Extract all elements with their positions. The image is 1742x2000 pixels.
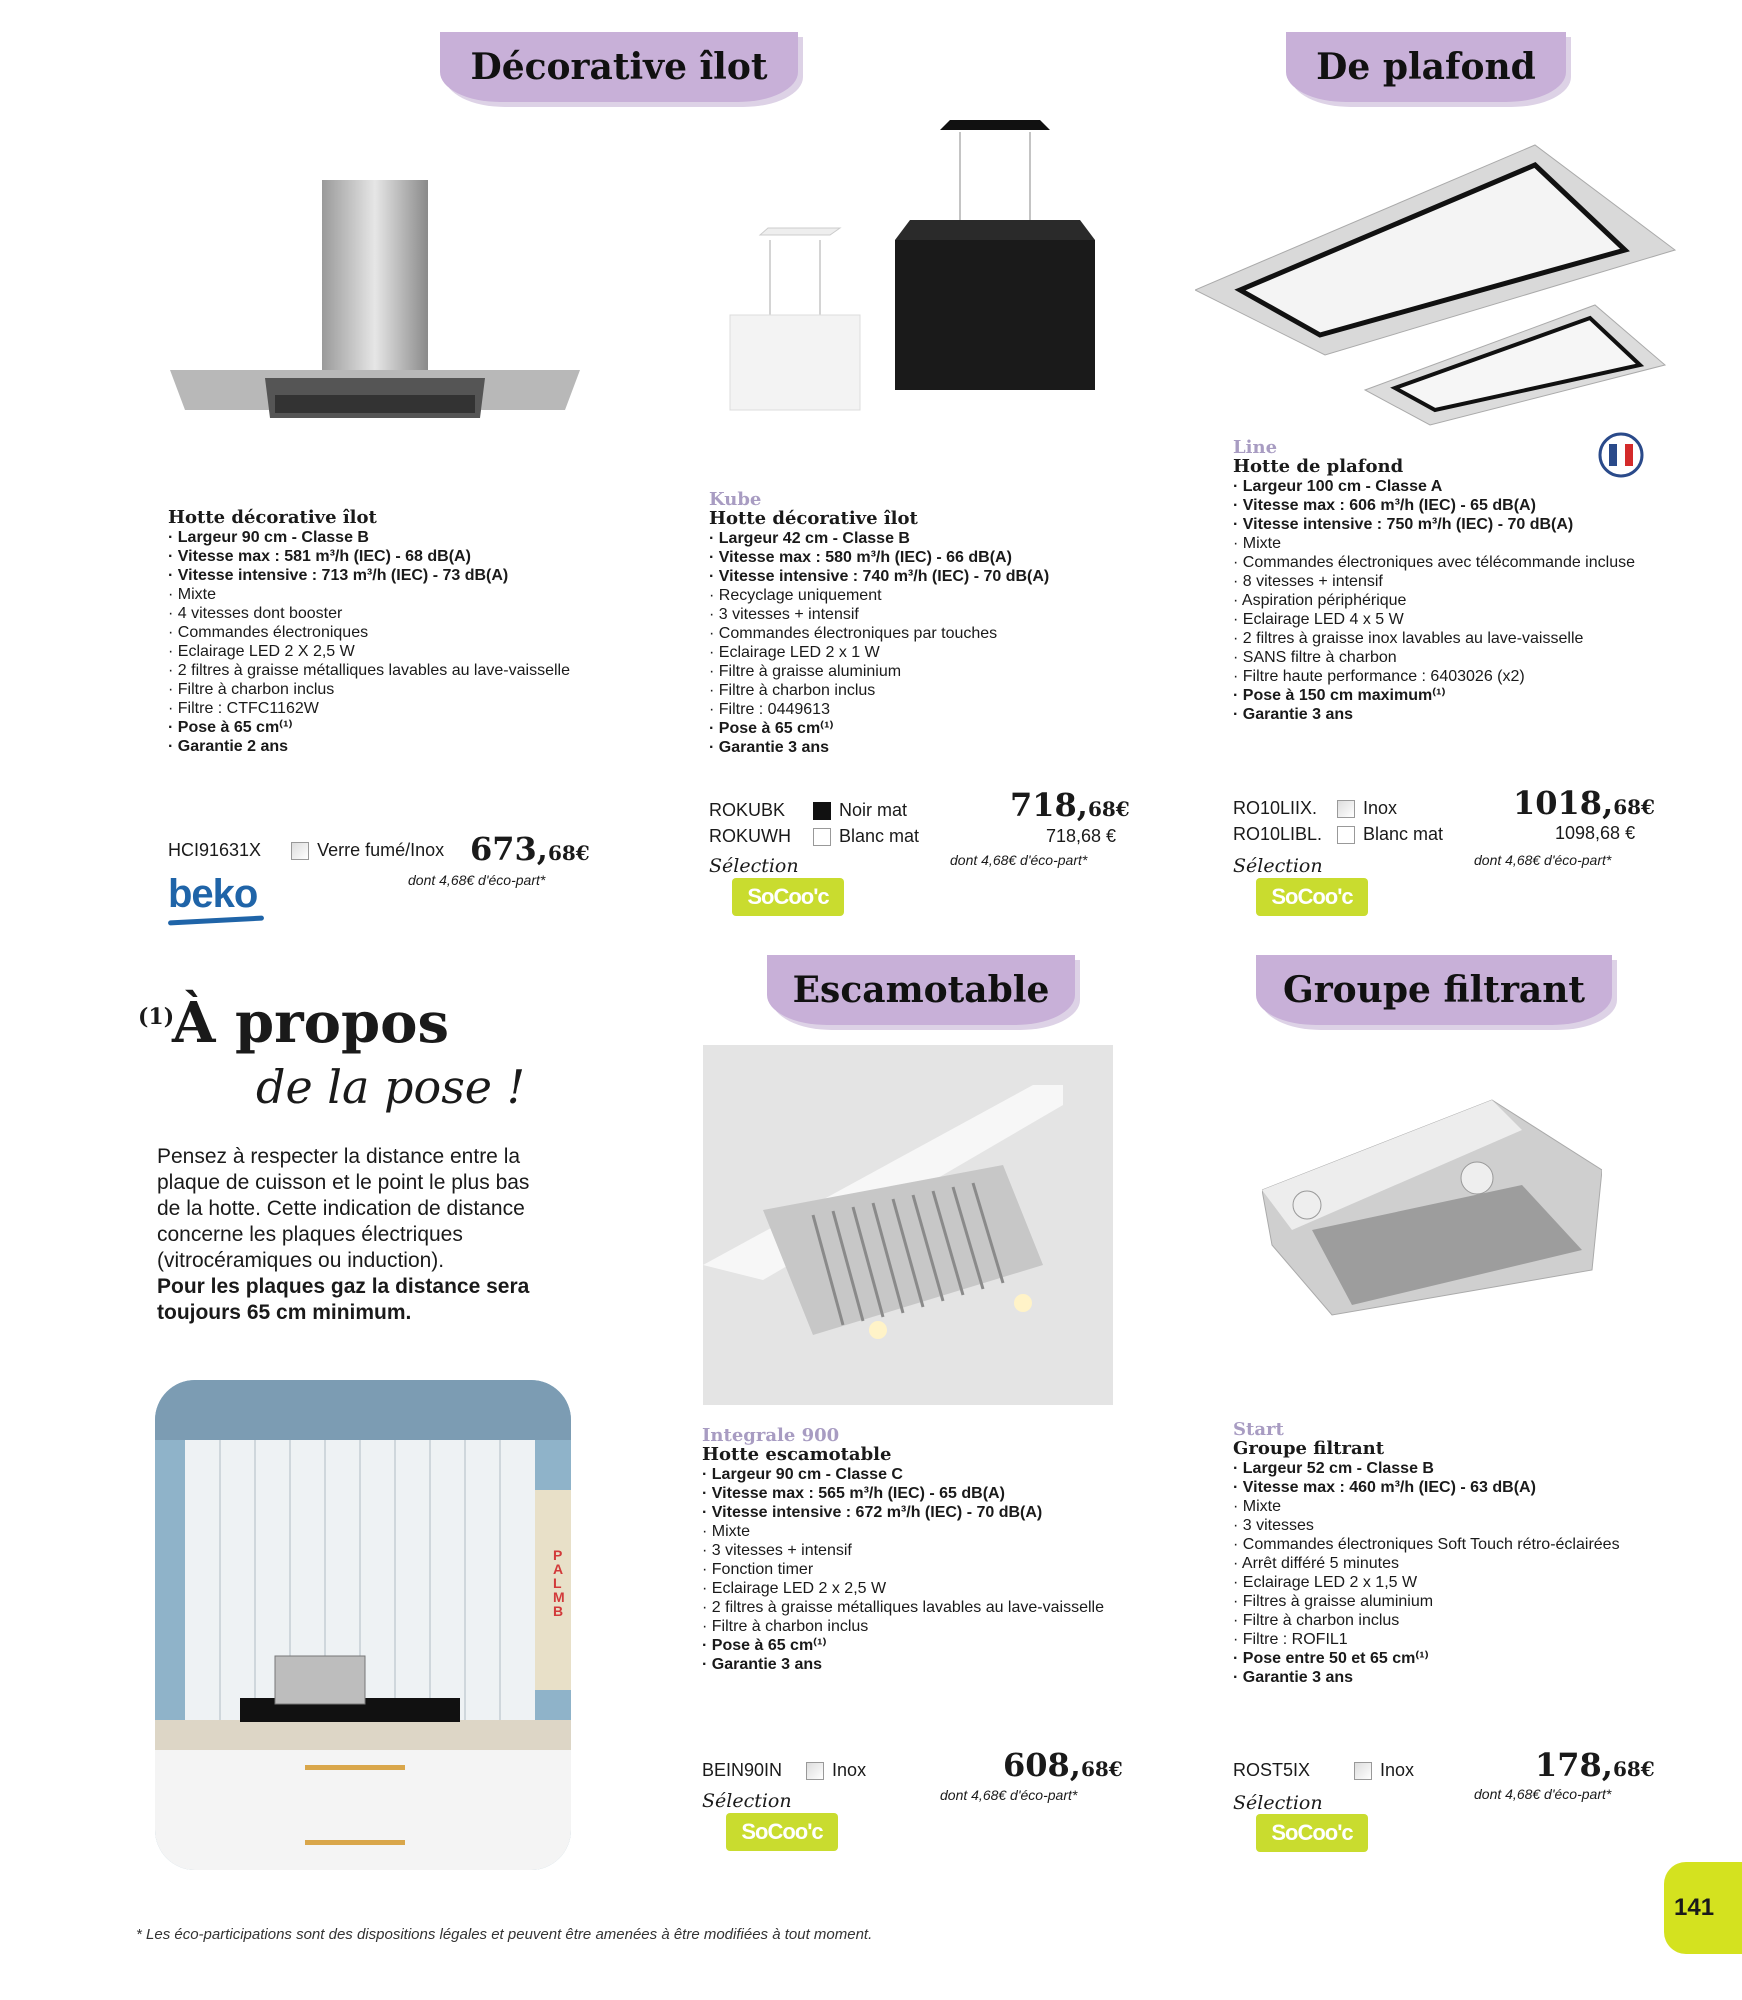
category-tab-plafond: De plafond bbox=[1286, 32, 1566, 102]
feature: · Largeur 42 cm - Classe B bbox=[709, 529, 1109, 548]
feature-list bbox=[709, 529, 1109, 757]
color-swatch bbox=[806, 1762, 824, 1780]
feature-list bbox=[702, 1465, 1162, 1674]
feature: · Vitesse intensive : 750 m³/h (IEC) - 70 dB(A) bbox=[1233, 515, 1673, 534]
feature: · Filtre à charbon inclus bbox=[1233, 1611, 1693, 1630]
selection-label: Sélection bbox=[702, 1790, 792, 1812]
product-ref: ROKUWH bbox=[709, 826, 791, 846]
selection-label: Sélection bbox=[1233, 855, 1323, 877]
ref-row-ro10liix bbox=[1233, 798, 1397, 819]
product-brand: Start bbox=[1233, 1419, 1284, 1440]
feature: · Mixte bbox=[1233, 1497, 1693, 1516]
price-rokuwh: 718,68 € bbox=[1046, 826, 1117, 846]
feature: · Eclairage LED 2 x 1,5 W bbox=[1233, 1573, 1693, 1592]
feature: · Commandes électroniques Soft Touch rétro-éclairées bbox=[1233, 1535, 1693, 1554]
selection-label: Sélection bbox=[709, 855, 799, 877]
feature: · Commandes électroniques par touches bbox=[709, 624, 1109, 643]
price-rokubk: 718,68€ bbox=[1010, 786, 1130, 824]
feature: · Pose à 65 cm⁽¹⁾ bbox=[702, 1636, 1162, 1655]
feature: · Garantie 3 ans bbox=[1233, 705, 1673, 724]
price-ro10libl: 1098,68 € bbox=[1555, 823, 1636, 843]
feature: · Mixte bbox=[702, 1522, 1162, 1541]
beko-logo: beko bbox=[168, 872, 258, 916]
palm-sign-text: PALM B bbox=[553, 1547, 565, 1619]
ref-row-rokubk bbox=[709, 800, 907, 821]
eco-part: dont 4,68€ d'éco-part* bbox=[950, 852, 1088, 868]
apropos-bold: Pour les plaques gaz la distance sera toujours 65 cm minimum. bbox=[157, 1275, 530, 1324]
feature: · Garantie 3 ans bbox=[702, 1655, 1162, 1674]
apropos-body: Pensez à respecter la distance entre la plaque de cuisson et le point le plus bas de la hotte. Cette indication de distance concerne les plaques électriques (vitrocéramiques ou induction). bbox=[157, 1145, 530, 1272]
product-ref: RO10LIBL. bbox=[1233, 824, 1323, 844]
retractable-hood-image bbox=[703, 1045, 1113, 1405]
category-tab-filtrant: Groupe filtrant bbox=[1256, 955, 1612, 1025]
ref-row-ro10libl bbox=[1233, 824, 1443, 845]
product-hci91631x bbox=[168, 508, 588, 756]
color-label: Inox bbox=[1363, 798, 1398, 818]
feature: · Filtre à charbon inclus bbox=[702, 1617, 1162, 1636]
product-ref: RO10LIIX. bbox=[1233, 798, 1318, 818]
feature: · Vitesse intensive : 740 m³/h (IEC) - 70 dB(A) bbox=[709, 567, 1109, 586]
page-number-badge: 141 bbox=[1664, 1862, 1742, 1954]
product-ref: HCI91631X bbox=[168, 840, 262, 860]
feature: · 4 vitesses dont booster bbox=[168, 604, 588, 623]
feature: · Vitesse max : 581 m³/h (IEC) - 68 dB(A) bbox=[168, 547, 588, 566]
price-hci91631x: 673,68€ bbox=[470, 830, 590, 868]
feature: · Filtres à graisse aluminium bbox=[1233, 1592, 1693, 1611]
apropos-text bbox=[157, 1144, 557, 1326]
feature: · Largeur 52 cm - Classe B bbox=[1233, 1459, 1693, 1478]
color-swatch bbox=[1337, 826, 1355, 844]
ref-row-hci91631x bbox=[168, 840, 444, 861]
feature: · 3 vitesses bbox=[1233, 1516, 1693, 1535]
feature: · Eclairage LED 4 x 5 W bbox=[1233, 610, 1673, 629]
eco-part: dont 4,68€ d'éco-part* bbox=[1474, 1786, 1612, 1802]
socooc-logo: SoCoo'c bbox=[1256, 878, 1368, 916]
feature: · Vitesse max : 565 m³/h (IEC) - 65 dB(A) bbox=[702, 1484, 1162, 1503]
product-brand: Integrale 900 bbox=[702, 1425, 840, 1446]
feature: · Recyclage uniquement bbox=[709, 586, 1109, 605]
product-title: Hotte escamotable bbox=[702, 1444, 892, 1465]
feature-list bbox=[168, 528, 588, 756]
color-label: Verre fumé/Inox bbox=[317, 840, 445, 860]
price-ro10liix: 1018,68€ bbox=[1513, 784, 1655, 822]
island-hood-image bbox=[165, 170, 585, 430]
feature: · Pose à 65 cm⁽¹⁾ bbox=[168, 718, 588, 737]
feature: · Garantie 3 ans bbox=[709, 738, 1109, 757]
feature: · Largeur 90 cm - Classe B bbox=[168, 528, 588, 547]
feature: · Filtre à charbon inclus bbox=[709, 681, 1109, 700]
ceiling-hood-image bbox=[1195, 140, 1685, 430]
socooc-logo: SoCoo'c bbox=[1256, 1814, 1368, 1852]
color-label: Inox bbox=[832, 1760, 867, 1780]
feature: · Arrêt différé 5 minutes bbox=[1233, 1554, 1693, 1573]
apropos-title: À propos bbox=[172, 990, 449, 1056]
product-title: Hotte de plafond bbox=[1233, 456, 1404, 477]
product-ref: ROKUBK bbox=[709, 800, 786, 820]
feature: · Vitesse intensive : 672 m³/h (IEC) - 70 dB(A) bbox=[702, 1503, 1162, 1522]
feature: · Eclairage LED 2 X 2,5 W bbox=[168, 642, 588, 661]
feature-list bbox=[1233, 1459, 1693, 1687]
feature: · Filtre : ROFIL1 bbox=[1233, 1630, 1693, 1649]
product-title: Hotte décorative îlot bbox=[709, 508, 918, 529]
color-label: Blanc mat bbox=[839, 826, 920, 846]
feature: · Mixte bbox=[1233, 534, 1673, 553]
feature: · Vitesse max : 580 m³/h (IEC) - 66 dB(A) bbox=[709, 548, 1109, 567]
product-kube bbox=[709, 490, 1109, 757]
feature: · Vitesse intensive : 713 m³/h (IEC) - 73 dB(A) bbox=[168, 566, 588, 585]
feature: · Garantie 2 ans bbox=[168, 737, 588, 756]
feature: · Pose entre 50 et 65 cm⁽¹⁾ bbox=[1233, 1649, 1693, 1668]
product-title: Hotte décorative îlot bbox=[168, 507, 377, 528]
kitchen-photo bbox=[155, 1380, 571, 1870]
product-integrale-900 bbox=[702, 1426, 1162, 1674]
price-bein90in: 608,68€ bbox=[1003, 1746, 1123, 1784]
feature: · Largeur 90 cm - Classe C bbox=[702, 1465, 1162, 1484]
color-label: Blanc mat bbox=[1363, 824, 1444, 844]
eco-part: dont 4,68€ d'éco-part* bbox=[408, 872, 546, 888]
feature: · Eclairage LED 2 x 2,5 W bbox=[702, 1579, 1162, 1598]
socooc-logo: SoCoo'c bbox=[732, 878, 844, 916]
price-rost5ix: 178,68€ bbox=[1535, 1746, 1655, 1784]
color-swatch bbox=[813, 828, 831, 846]
feature: · Filtre : 0449613 bbox=[709, 700, 1109, 719]
color-label: Noir mat bbox=[839, 800, 908, 820]
socooc-logo: SoCoo'c bbox=[726, 1813, 838, 1851]
feature: · 8 vitesses + intensif bbox=[1233, 572, 1673, 591]
feature: · Eclairage LED 2 x 1 W bbox=[709, 643, 1109, 662]
apropos-subtitle: de la pose ! bbox=[256, 1060, 526, 1114]
feature: · Largeur 100 cm - Classe A bbox=[1233, 477, 1673, 496]
product-brand: Kube bbox=[709, 489, 762, 510]
footnote-mark: (1) bbox=[138, 1004, 175, 1030]
feature: · Filtre à charbon inclus bbox=[168, 680, 588, 699]
color-label: Inox bbox=[1380, 1760, 1415, 1780]
product-ref: ROST5IX bbox=[1233, 1760, 1311, 1780]
category-tab-escamotable: Escamotable bbox=[767, 955, 1075, 1025]
feature: · 2 filtres à graisse inox lavables au lave-vaisselle bbox=[1233, 629, 1673, 648]
product-line bbox=[1233, 438, 1673, 724]
product-title: Groupe filtrant bbox=[1233, 1438, 1385, 1459]
feature: · 3 vitesses + intensif bbox=[709, 605, 1109, 624]
feature: · Filtre à graisse aluminium bbox=[709, 662, 1109, 681]
product-ref: BEIN90IN bbox=[702, 1760, 783, 1780]
feature: · Vitesse max : 606 m³/h (IEC) - 65 dB(A) bbox=[1233, 496, 1673, 515]
feature: · 2 filtres à graisse métalliques lavables au lave-vaisselle bbox=[168, 661, 588, 680]
color-swatch bbox=[1337, 800, 1355, 818]
feature-list bbox=[1233, 477, 1673, 724]
category-tab-decorative: Décorative îlot bbox=[440, 32, 798, 102]
feature: · Filtre haute performance : 6403026 (x2) bbox=[1233, 667, 1673, 686]
eco-part: dont 4,68€ d'éco-part* bbox=[940, 1787, 1078, 1803]
feature: · Pose à 65 cm⁽¹⁾ bbox=[709, 719, 1109, 738]
feature: · Commandes électroniques avec télécommande incluse bbox=[1233, 553, 1673, 572]
feature: · Filtre : CTFC1162W bbox=[168, 699, 588, 718]
feature: · Garantie 3 ans bbox=[1233, 1668, 1693, 1687]
feature: · Vitesse max : 460 m³/h (IEC) - 63 dB(A) bbox=[1233, 1478, 1693, 1497]
color-swatch bbox=[291, 842, 309, 860]
feature: · Aspiration périphérique bbox=[1233, 591, 1673, 610]
cube-hood-image bbox=[720, 120, 1100, 420]
feature: · 3 vitesses + intensif bbox=[702, 1541, 1162, 1560]
selection-label: Sélection bbox=[1233, 1792, 1323, 1814]
ref-row-bein90in bbox=[702, 1760, 866, 1781]
feature: · Pose à 150 cm maximum⁽¹⁾ bbox=[1233, 686, 1673, 705]
color-swatch bbox=[813, 802, 831, 820]
feature: · 2 filtres à graisse métalliques lavables au lave-vaisselle bbox=[702, 1598, 1162, 1617]
feature: · Mixte bbox=[168, 585, 588, 604]
product-start bbox=[1233, 1420, 1693, 1687]
footer-note: * Les éco-participations sont des dispositions légales et peuvent être amenées à être modifiées à tout moment. bbox=[136, 1926, 873, 1943]
feature: · Fonction timer bbox=[702, 1560, 1162, 1579]
product-brand: Line bbox=[1233, 437, 1278, 458]
feature: · Commandes électroniques bbox=[168, 623, 588, 642]
eco-part: dont 4,68€ d'éco-part* bbox=[1474, 852, 1612, 868]
color-swatch bbox=[1354, 1762, 1372, 1780]
feature: · SANS filtre à charbon bbox=[1233, 648, 1673, 667]
ref-row-rost5ix bbox=[1233, 1760, 1414, 1781]
ref-row-rokuwh bbox=[709, 826, 919, 847]
filter-group-image bbox=[1262, 1090, 1602, 1320]
